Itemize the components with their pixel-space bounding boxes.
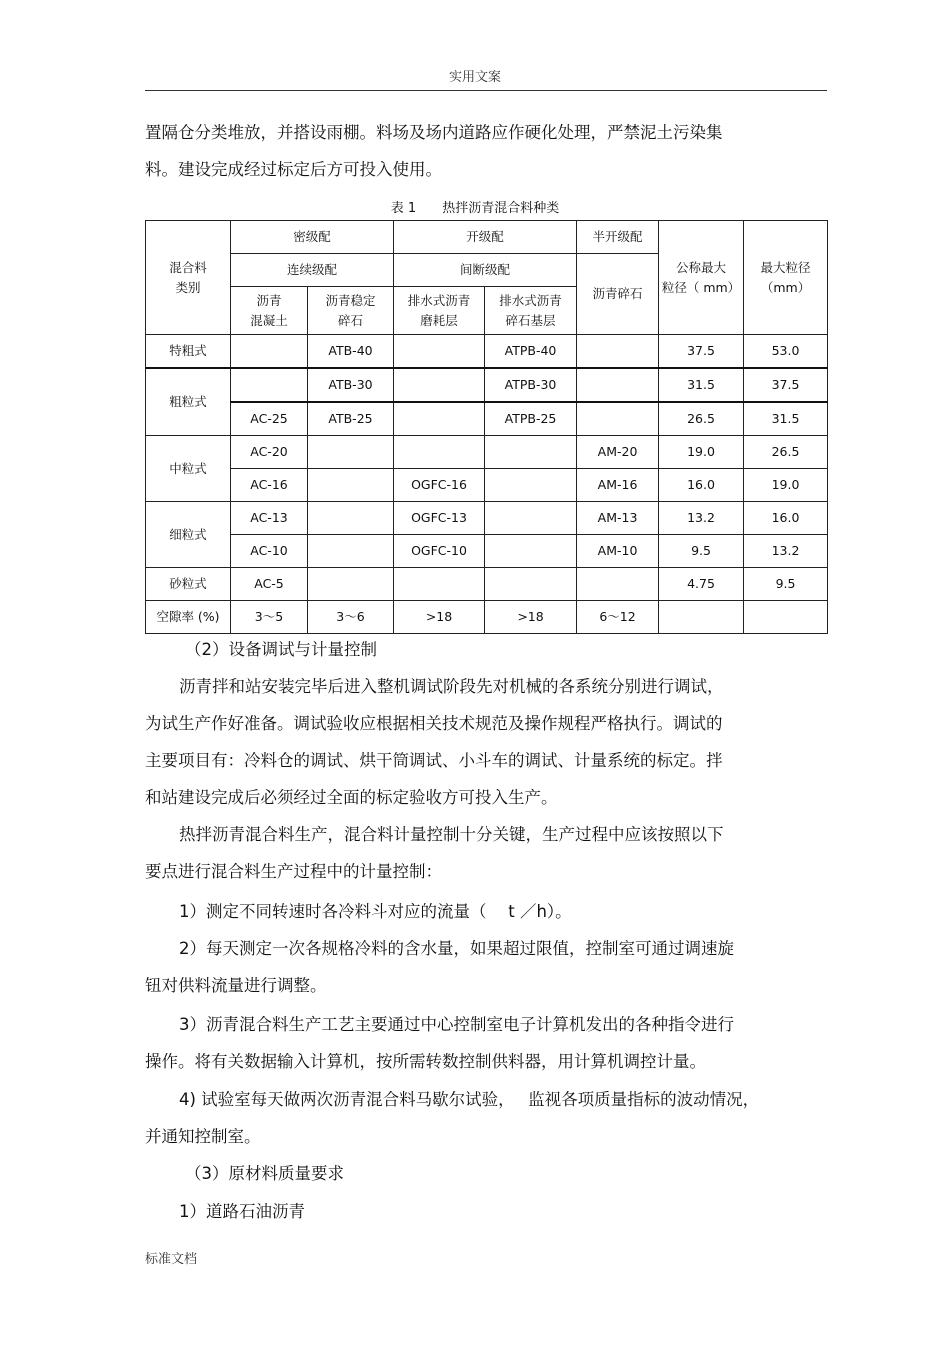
paragraph-line: 主要项目有：冷料仓的调试、烘干筒调试、小斗车的调试、计量系统的标定。拌 <box>145 751 723 770</box>
header-open: 开级配 <box>394 221 577 254</box>
table-caption <box>0 197 950 216</box>
group-label-coarse: 粗粒式 <box>146 368 231 436</box>
paragraph-line: 操作。将有关数据输入计算机，按所需转数控制供料器，用计算机调控计量。 <box>145 1052 706 1071</box>
group-label-sand: 砂粒式 <box>146 568 231 601</box>
intro-line: 料。建设完成经过标定后方可投入使用。 <box>145 160 442 179</box>
table-cell: 26.5 <box>744 436 828 469</box>
table-cell: ATB-40 <box>308 335 394 369</box>
group-label-extra-coarse: 特粗式 <box>146 335 231 369</box>
table-cell: AC-5 <box>231 568 308 601</box>
table-row <box>146 535 828 568</box>
table-cell <box>394 368 485 402</box>
table-cell <box>485 535 577 568</box>
table-cell <box>577 335 659 369</box>
table-cell: AC-10 <box>231 535 308 568</box>
table-cell <box>308 502 394 535</box>
list-item-3 <box>145 1006 835 1080</box>
table-row <box>146 436 828 469</box>
table-cell: ATB-25 <box>308 402 394 436</box>
table-cell: 53.0 <box>744 335 828 369</box>
table-cell <box>308 568 394 601</box>
table-cell: ATB-30 <box>308 368 394 402</box>
table-cell <box>308 469 394 502</box>
table-cell: AC-16 <box>231 469 308 502</box>
table-cell <box>231 335 308 369</box>
intro-paragraph <box>145 114 835 188</box>
paragraph-line: 要点进行混合料生产过程中的计量控制： <box>145 862 442 881</box>
header-asphalt-concrete: 沥青 混凝土 <box>231 287 308 335</box>
section-heading-line: 1）道路石油沥青 <box>179 1202 305 1221</box>
table-cell: 16.0 <box>744 502 828 535</box>
table-cell: ATPB-25 <box>485 402 577 436</box>
header-drainage-wearing: 排水式沥青 磨耗层 <box>394 287 485 335</box>
list-item-4 <box>145 1081 835 1155</box>
table-caption-label: 表 1 <box>390 201 417 216</box>
table-cell <box>308 436 394 469</box>
paragraph-line: 钮对供料流量进行调整。 <box>145 976 327 995</box>
page-header: 实用文案 <box>448 70 501 85</box>
table-cell <box>659 601 744 634</box>
table-row <box>146 335 828 369</box>
table-cell: 16.0 <box>659 469 744 502</box>
table-cell: 13.2 <box>659 502 744 535</box>
table-cell: 9.5 <box>744 568 828 601</box>
table-cell: 6～12 <box>577 601 659 634</box>
paragraph-line: 并通知控制室。 <box>145 1127 261 1146</box>
table-cell: >18 <box>394 601 485 634</box>
table-cell: 19.0 <box>659 436 744 469</box>
table-row <box>146 568 828 601</box>
table-cell: >18 <box>485 601 577 634</box>
table-row <box>146 469 828 502</box>
table-cell: AM-20 <box>577 436 659 469</box>
table-cell: OGFC-16 <box>394 469 485 502</box>
table-cell: OGFC-13 <box>394 502 485 535</box>
header-max-size: 最大粒径 （mm） <box>744 221 828 335</box>
table-cell <box>577 568 659 601</box>
paragraph-metering <box>145 816 835 890</box>
paragraph-line: 1）测定不同转速时各冷料斗对应的流量（ t ／h）。 <box>179 902 572 921</box>
table-cell: ATPB-40 <box>485 335 577 369</box>
group-label-fine: 细粒式 <box>146 502 231 568</box>
table-cell: 31.5 <box>659 368 744 402</box>
table-cell <box>231 368 308 402</box>
table-cell <box>485 502 577 535</box>
table-cell <box>485 436 577 469</box>
table-row <box>146 502 828 535</box>
paragraph-line: 沥青拌和站安装完毕后进入整机调试阶段先对机械的各系统分别进行调试， <box>179 677 724 696</box>
paragraph-line: 3）沥青混合料生产工艺主要通过中心控制室电子计算机发出的各种指令进行 <box>179 1015 734 1034</box>
header-asphalt-gravel: 沥青碎石 <box>577 254 659 335</box>
list-item-1 <box>145 893 835 930</box>
table-cell <box>577 368 659 402</box>
group-label-medium: 中粒式 <box>146 436 231 502</box>
table-cell: 3～5 <box>231 601 308 634</box>
table-cell: 37.5 <box>659 335 744 369</box>
table-cell: 37.5 <box>744 368 828 402</box>
table-cell: 13.2 <box>744 535 828 568</box>
table-cell: AM-16 <box>577 469 659 502</box>
table-cell: 31.5 <box>744 402 828 436</box>
table-cell: 26.5 <box>659 402 744 436</box>
table-cell: 4.75 <box>659 568 744 601</box>
table-cell <box>394 402 485 436</box>
header-stabilized-gravel: 沥青稳定 碎石 <box>308 287 394 335</box>
table-cell: AC-25 <box>231 402 308 436</box>
paragraph-line: 热拌沥青混合料生产，混合料计量控制十分关键，生产过程中应该按照以下 <box>179 825 724 844</box>
table-cell: OGFC-10 <box>394 535 485 568</box>
table-cell <box>308 535 394 568</box>
table-cell <box>394 436 485 469</box>
table-row <box>146 601 828 634</box>
table-cell: AC-20 <box>231 436 308 469</box>
table-cell <box>744 601 828 634</box>
table-cell: 19.0 <box>744 469 828 502</box>
page-footer: 标准文档 <box>145 1252 198 1267</box>
table-cell: AM-13 <box>577 502 659 535</box>
table-cell <box>394 568 485 601</box>
table-cell: AC-13 <box>231 502 308 535</box>
header-continuous: 连续级配 <box>231 254 394 287</box>
group-label-voids: 空隙率 (%) <box>146 601 231 634</box>
paragraph-line: 4) 试验室每天做两次沥青混合料马歇尔试验， 监视各项质量指标的波动情况， <box>179 1090 760 1109</box>
table-header-row <box>146 221 828 254</box>
table-cell <box>485 469 577 502</box>
header-dense: 密级配 <box>231 221 394 254</box>
header-nominal-max: 公称最大 粒径（ mm） <box>659 221 744 335</box>
table-cell <box>577 402 659 436</box>
paragraph-line: 和站建设完成后必须经过全面的标定验收方可投入生产。 <box>145 788 558 807</box>
subsection-heading-asphalt <box>145 1193 835 1230</box>
section-heading-line: （3）原材料质量要求 <box>185 1164 344 1183</box>
table-caption-title: 热拌沥青混合料种类 <box>442 201 560 216</box>
table-cell: 3～6 <box>308 601 394 634</box>
section-heading-line: （2）设备调试与计量控制 <box>185 640 377 659</box>
mixture-type-table <box>145 220 828 634</box>
header-semi-open: 半开级配 <box>577 221 659 254</box>
section-heading-materials <box>145 1155 835 1192</box>
intro-line: 置隔仓分类堆放，并搭设雨棚。料场及场内道路应作硬化处理，严禁泥土污染集 <box>145 123 723 142</box>
list-item-2 <box>145 930 835 1004</box>
section-heading-equipment <box>145 631 835 668</box>
table-cell: ATPB-30 <box>485 368 577 402</box>
header-gap: 间断级配 <box>394 254 577 287</box>
paragraph-debugging <box>145 668 835 816</box>
table-cell <box>394 335 485 369</box>
paragraph-line: 为试生产作好准备。调试验收应根据相关技术规范及操作规程严格执行。调试的 <box>145 714 723 733</box>
table-cell <box>485 568 577 601</box>
table-cell: AM-10 <box>577 535 659 568</box>
header-drainage-base: 排水式沥青 碎石基层 <box>485 287 577 335</box>
paragraph-line: 2）每天测定一次各规格冷料的含水量，如果超过限值，控制室可通过调速旋 <box>179 939 734 958</box>
table-cell: 9.5 <box>659 535 744 568</box>
table-row <box>146 402 828 436</box>
header-category: 混合料 类别 <box>146 221 231 335</box>
table-row <box>146 368 828 402</box>
header-rule <box>145 90 827 91</box>
